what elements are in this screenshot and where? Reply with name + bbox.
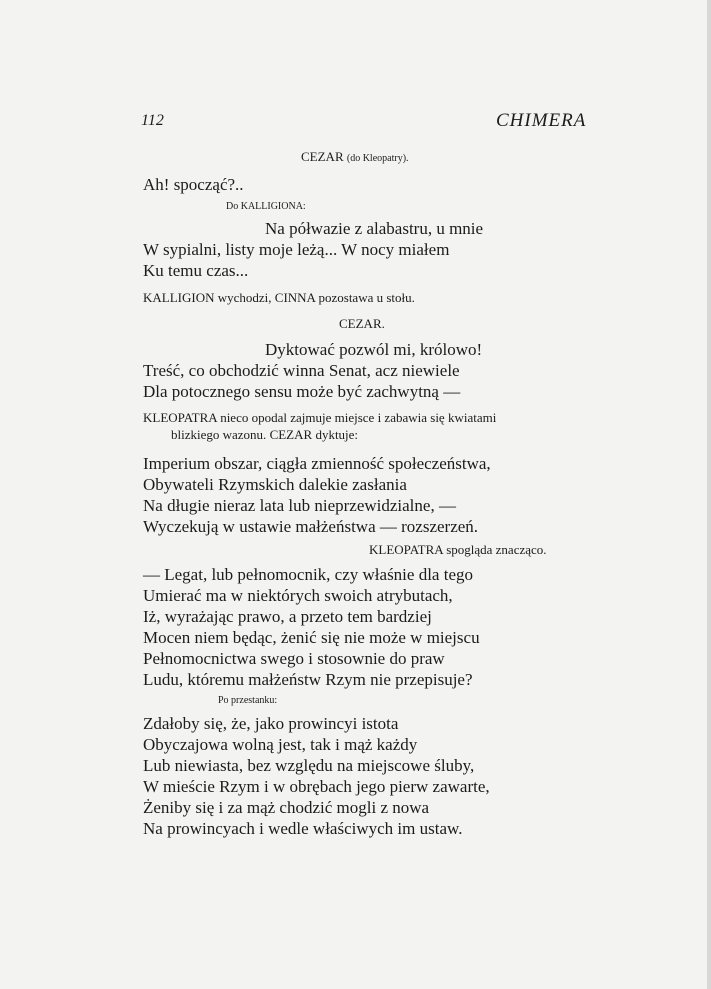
verse-line: Wyczekują w ustawie małżeństwa — rozszerzeń. (143, 517, 479, 536)
character-name: CEZAR (269, 427, 313, 442)
verse-line: Na prowincyach i wedle właściwych im ustaw. (143, 819, 463, 838)
verse-line: Pełnomocnictwa swego i stosownie do praw (143, 649, 445, 668)
page-number: 112 (141, 112, 164, 129)
verse-line: Dyktować pozwól mi, królowo! (265, 340, 483, 359)
verse-line: Na długie nieraz lata lub nieprzewidzialne, — (143, 496, 456, 515)
verse-line: Na półwazie z alabastru, u mnie (265, 219, 484, 238)
verse-line: W mieście Rzym i w obrębach jego pierw zawarte, (143, 777, 490, 796)
character-name: KLEOPATRA (143, 410, 217, 425)
stage-direction: Do KALLIGIONA: (226, 201, 306, 212)
verse-line: — Legat, lub pełnomocnik, czy właśnie dla tego (143, 565, 473, 584)
verse-line: W sypialni, listy moje leżą... W nocy miałem (143, 240, 450, 259)
verse-line: Dla potocznego sensu może być zachwytną — (143, 382, 461, 401)
verse-line: Ludu, któremu małżeństw Rzym nie przepisuje? (143, 670, 473, 689)
direction-text: blizkiego wazonu. (171, 427, 267, 442)
running-title: CHIMERA (496, 110, 587, 131)
speaker-note: (do Kleopatry). (346, 153, 409, 164)
page-edge (707, 0, 711, 989)
speaker-heading: CEZAR. (339, 316, 385, 331)
verse-line: Umierać ma w niektórych swoich atrybutach, (143, 586, 453, 605)
character-name: KALLIGION (143, 290, 215, 305)
verse-line: Ku temu czas... (143, 261, 249, 280)
stage-direction-cont (171, 426, 358, 443)
verse-line: Zdałoby się, że, jako prowincyi istota (143, 714, 399, 733)
direction-text: wychodzi, (217, 290, 272, 305)
character-name: CINNA (274, 290, 316, 305)
direction-text: nieco opodal zajmuje miejsce i zabawia się kwiatami (220, 410, 497, 425)
direction-text: pozostawa u stołu. (318, 290, 415, 305)
verse-line: Ah! spocząć?.. (143, 175, 244, 194)
speaker-heading (301, 148, 409, 167)
verse-line: Iż, wyrażając prawo, a przeto tem bardziej (143, 607, 432, 626)
verse-line: Lub niewiasta, bez względu na miejscowe śluby, (143, 756, 475, 775)
direction-text: spogląda znacząco. (446, 542, 547, 557)
character-name: KLEOPATRA (369, 542, 443, 557)
verse-line: Treść, co obchodzić winna Senat, acz niewiele (143, 361, 460, 380)
stage-direction: Po przestanku: (218, 695, 278, 706)
verse-line: Obyczajowa wolną jest, tak i mąż każdy (143, 735, 418, 754)
stage-direction (143, 409, 496, 426)
verse-line: Mocen niem będąc, żenić się nie może w miejscu (143, 628, 480, 647)
verse-line: Obywateli Rzymskich dalekie zasłania (143, 475, 407, 494)
stage-direction (369, 541, 547, 558)
stage-direction (143, 289, 415, 306)
direction-text: dyktuje: (315, 427, 359, 442)
verse-line: Imperium obszar, ciągła zmienność społeczeństwa, (143, 454, 491, 473)
verse-line: Żeniby się i za mąż chodzić mogli z nowa (143, 798, 430, 817)
speaker-name: CEZAR (301, 149, 344, 164)
